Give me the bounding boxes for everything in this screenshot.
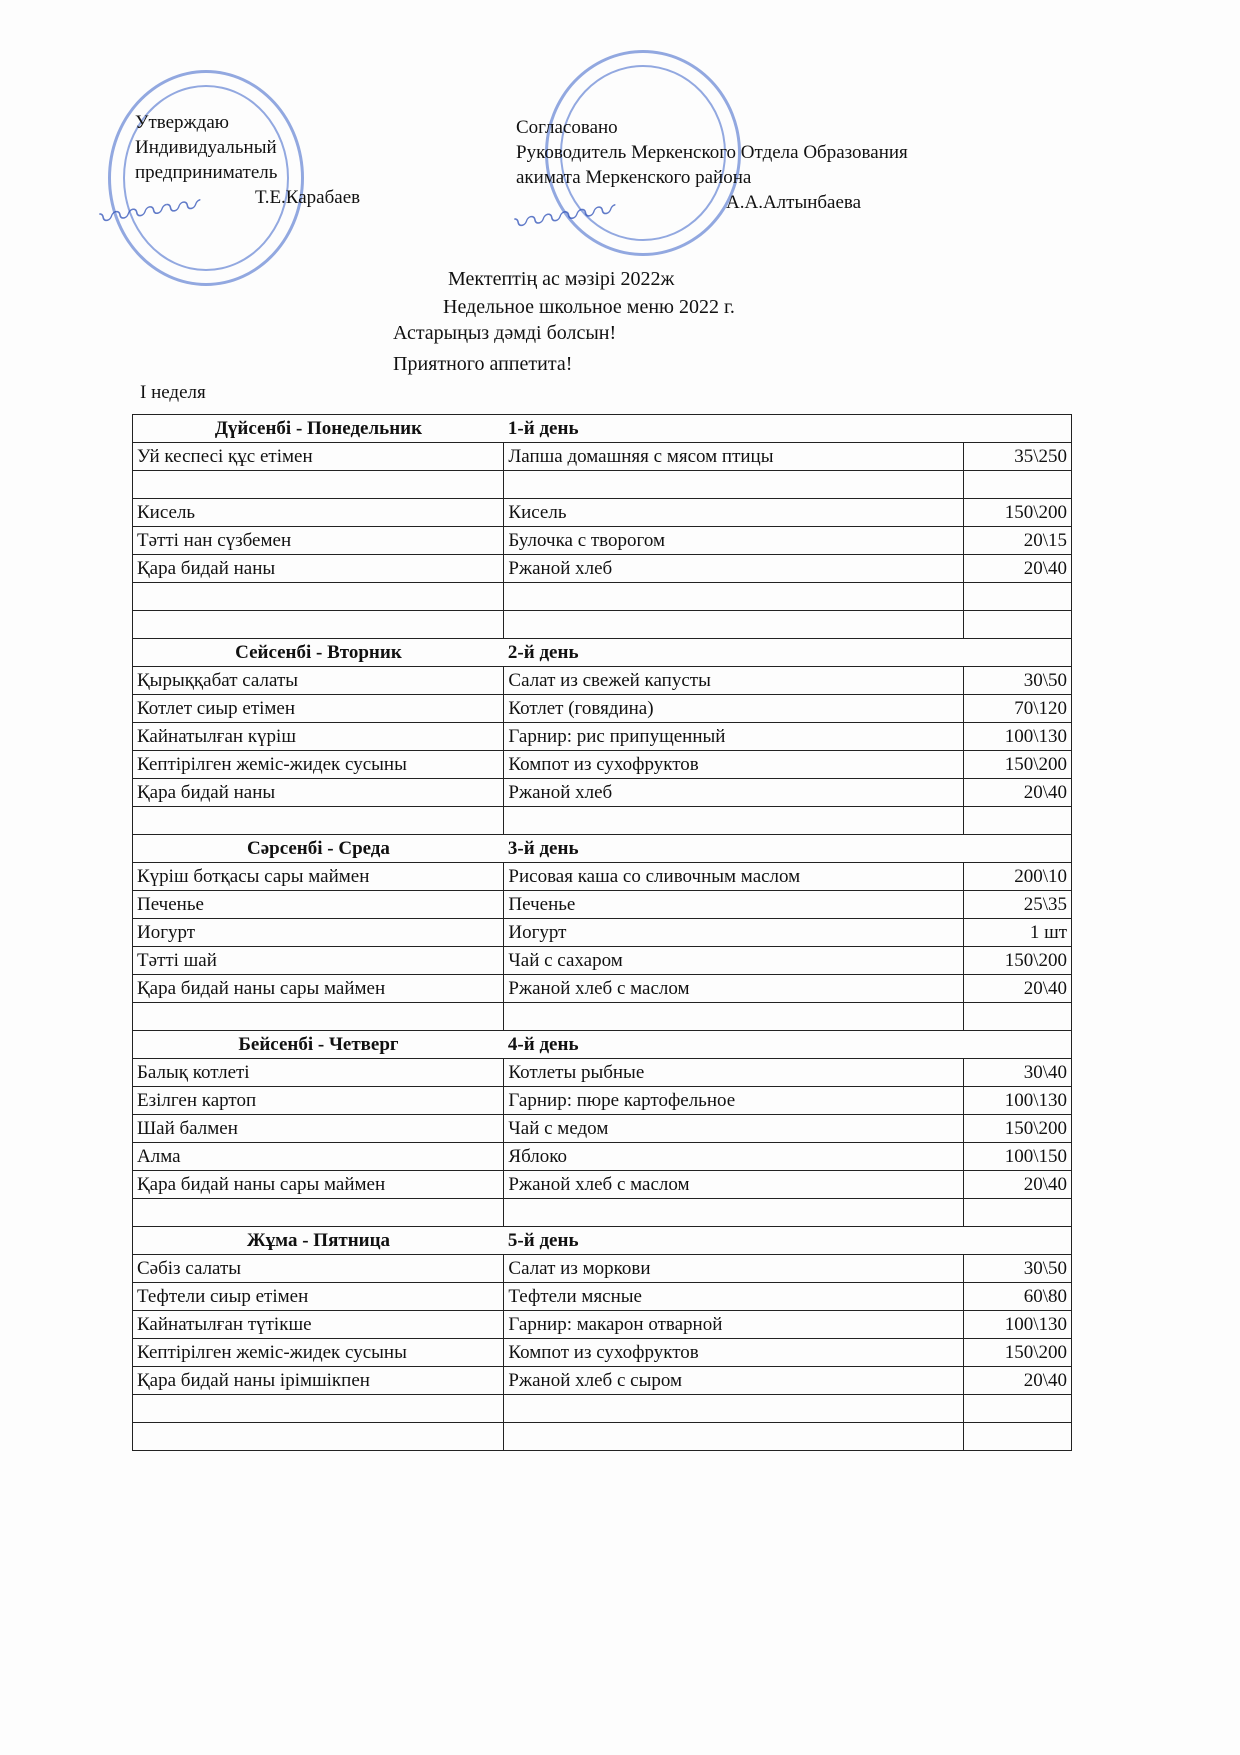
dish-kazakh: Езілген картоп (133, 1087, 504, 1115)
table-row (133, 1367, 1072, 1395)
dish-kazakh: Печенье (133, 891, 504, 919)
dish-kazakh: Алма (133, 1143, 504, 1171)
dish-kazakh (133, 807, 504, 835)
day-number: 5-й день (504, 1227, 1072, 1255)
approval-right-line2: Руководитель Меркенского Отдела Образования (516, 142, 908, 163)
table-row (133, 1003, 1072, 1031)
dish-kazakh: Қырыққабат салаты (133, 667, 504, 695)
portion-weight (964, 1199, 1072, 1227)
portion-weight: 30\50 (964, 1255, 1072, 1283)
dish-russian: Яблоко (504, 1143, 964, 1171)
dish-kazakh (133, 611, 504, 639)
dish-russian: Ржаной хлеб (504, 779, 964, 807)
dish-russian (504, 1003, 964, 1031)
day-header-row (133, 1031, 1072, 1059)
table-row (133, 1339, 1072, 1367)
dish-russian: Печенье (504, 891, 964, 919)
day-name: Дүйсенбі - Понедельник (133, 415, 504, 443)
portion-weight (964, 1423, 1072, 1451)
dish-russian (504, 807, 964, 835)
table-row (133, 807, 1072, 835)
dish-kazakh: Кептірілген жеміс-жидек сусыны (133, 751, 504, 779)
dish-kazakh: Қара бидай наны ірімшікпен (133, 1367, 504, 1395)
dish-kazakh: Котлет сиыр етімен (133, 695, 504, 723)
portion-weight: 20\40 (964, 1367, 1072, 1395)
table-row (133, 947, 1072, 975)
dish-kazakh: Қара бидай наны (133, 779, 504, 807)
dish-russian: Чай с медом (504, 1115, 964, 1143)
dish-russian (504, 1395, 964, 1423)
menu-table (132, 414, 1072, 1451)
portion-weight: 30\40 (964, 1059, 1072, 1087)
portion-weight: 20\40 (964, 975, 1072, 1003)
dish-kazakh: Кайнатылған түтікше (133, 1311, 504, 1339)
dish-kazakh: Иогурт (133, 919, 504, 947)
day-number: 3-й день (504, 835, 1072, 863)
dish-kazakh: Күріш ботқасы сары маймен (133, 863, 504, 891)
dish-kazakh: Балық котлеті (133, 1059, 504, 1087)
table-row (133, 1423, 1072, 1451)
dish-kazakh: Сәбіз салаты (133, 1255, 504, 1283)
dish-russian: Гарнир: пюре картофельное (504, 1087, 964, 1115)
portion-weight: 150\200 (964, 1115, 1072, 1143)
table-row (133, 891, 1072, 919)
dish-russian (504, 1423, 964, 1451)
dish-russian: Котлет (говядина) (504, 695, 964, 723)
dish-russian: Ржаной хлеб с сыром (504, 1367, 964, 1395)
day-header-row (133, 835, 1072, 863)
dish-kazakh (133, 583, 504, 611)
portion-weight (964, 1003, 1072, 1031)
dish-kazakh: Қара бидай наны сары маймен (133, 1171, 504, 1199)
table-row (133, 863, 1072, 891)
table-row (133, 975, 1072, 1003)
portion-weight: 1 шт (964, 919, 1072, 947)
portion-weight: 100\150 (964, 1143, 1072, 1171)
portion-weight: 100\130 (964, 1311, 1072, 1339)
portion-weight (964, 807, 1072, 835)
dish-russian: Ржаной хлеб (504, 555, 964, 583)
dish-russian: Компот из сухофруктов (504, 751, 964, 779)
portion-weight (964, 1395, 1072, 1423)
table-row (133, 779, 1072, 807)
portion-weight: 100\130 (964, 1087, 1072, 1115)
dish-russian (504, 611, 964, 639)
dish-russian: Иогурт (504, 919, 964, 947)
table-row (133, 1395, 1072, 1423)
dish-kazakh: Тәтті нан сүзбемен (133, 527, 504, 555)
table-row (133, 555, 1072, 583)
portion-weight: 150\200 (964, 947, 1072, 975)
approval-left-line3: предприниматель (135, 162, 278, 183)
day-number: 1-й день (504, 415, 1072, 443)
day-name: Сейсенбі - Вторник (133, 639, 504, 667)
wish-russian: Приятного аппетита! (393, 353, 573, 375)
table-row (133, 1283, 1072, 1311)
table-row (133, 527, 1072, 555)
portion-weight: 20\40 (964, 1171, 1072, 1199)
table-row (133, 667, 1072, 695)
portion-weight (964, 611, 1072, 639)
wish-kazakh: Астарыңыз дәмді болсын! (393, 322, 617, 344)
dish-kazakh: Шай балмен (133, 1115, 504, 1143)
dish-russian: Лапша домашняя с мясом птицы (504, 443, 964, 471)
portion-weight: 20\40 (964, 779, 1072, 807)
approval-left-line1: Утверждаю (135, 112, 229, 133)
dish-kazakh (133, 1395, 504, 1423)
portion-weight (964, 583, 1072, 611)
table-row (133, 443, 1072, 471)
dish-kazakh (133, 471, 504, 499)
table-row (133, 1171, 1072, 1199)
dish-russian: Компот из сухофруктов (504, 1339, 964, 1367)
day-header-row (133, 1227, 1072, 1255)
day-name: Сәрсенбі - Среда (133, 835, 504, 863)
title-russian: Недельное школьное меню 2022 г. (443, 296, 735, 318)
dish-kazakh: Тәтті шай (133, 947, 504, 975)
dish-russian: Рисовая каша со сливочным маслом (504, 863, 964, 891)
table-row (133, 1087, 1072, 1115)
portion-weight: 150\200 (964, 499, 1072, 527)
approval-right-line3: акимата Меркенского района (516, 167, 752, 188)
dish-kazakh: Тефтели сиыр етімен (133, 1283, 504, 1311)
portion-weight: 20\15 (964, 527, 1072, 555)
table-row (133, 611, 1072, 639)
table-row (133, 499, 1072, 527)
dish-kazakh: Кисель (133, 499, 504, 527)
signature-right: 〰〰〰 (508, 191, 615, 245)
table-row (133, 1115, 1072, 1143)
portion-weight: 60\80 (964, 1283, 1072, 1311)
day-number: 2-й день (504, 639, 1072, 667)
portion-weight: 100\130 (964, 723, 1072, 751)
portion-weight: 150\200 (964, 1339, 1072, 1367)
week-label: I неделя (140, 382, 206, 403)
table-row (133, 1311, 1072, 1339)
portion-weight: 70\120 (964, 695, 1072, 723)
day-header-row (133, 415, 1072, 443)
dish-russian: Ржаной хлеб с маслом (504, 1171, 964, 1199)
portion-weight: 30\50 (964, 667, 1072, 695)
dish-kazakh: Қара бидай наны сары маймен (133, 975, 504, 1003)
dish-russian: Кисель (504, 499, 964, 527)
table-row (133, 1199, 1072, 1227)
portion-weight: 150\200 (964, 751, 1072, 779)
dish-russian: Тефтели мясные (504, 1283, 964, 1311)
approval-left-line2: Индивидуальный (135, 137, 277, 158)
day-header-row (133, 639, 1072, 667)
approval-left-name: Т.Е.Карабаев (255, 187, 361, 208)
table-row (133, 471, 1072, 499)
dish-russian: Салат из моркови (504, 1255, 964, 1283)
portion-weight (964, 471, 1072, 499)
table-row (133, 583, 1072, 611)
dish-russian: Котлеты рыбные (504, 1059, 964, 1087)
dish-russian (504, 471, 964, 499)
dish-russian (504, 583, 964, 611)
portion-weight: 200\10 (964, 863, 1072, 891)
dish-russian: Гарнир: рис припущенный (504, 723, 964, 751)
dish-russian: Булочка с творогом (504, 527, 964, 555)
dish-russian: Ржаной хлеб с маслом (504, 975, 964, 1003)
dish-russian (504, 1199, 964, 1227)
table-row (133, 723, 1072, 751)
table-row (133, 1255, 1072, 1283)
table-row (133, 695, 1072, 723)
day-number: 4-й день (504, 1031, 1072, 1059)
dish-kazakh: Уй кеспесі құс етімен (133, 443, 504, 471)
dish-russian: Гарнир: макарон отварной (504, 1311, 964, 1339)
dish-kazakh: Қара бидай наны (133, 555, 504, 583)
table-row (133, 751, 1072, 779)
dish-kazakh (133, 1423, 504, 1451)
dish-kazakh (133, 1199, 504, 1227)
portion-weight: 25\35 (964, 891, 1072, 919)
dish-kazakh (133, 1003, 504, 1031)
approval-right-name: А.А.Алтынбаева (726, 192, 862, 213)
table-row (133, 1143, 1072, 1171)
table-row (133, 919, 1072, 947)
table-row (133, 1059, 1072, 1087)
title-kazakh: Мектептің ас мәзірі 2022ж (448, 268, 675, 290)
portion-weight: 35\250 (964, 443, 1072, 471)
dish-russian: Чай с сахаром (504, 947, 964, 975)
dish-russian: Салат из свежей капусты (504, 667, 964, 695)
dish-kazakh: Кайнатылған күріш (133, 723, 504, 751)
day-name: Бейсенбі - Четверг (133, 1031, 504, 1059)
dish-kazakh: Кептірілген жеміс-жидек сусыны (133, 1339, 504, 1367)
approval-right-line1: Согласовано (516, 117, 618, 138)
day-name: Жұма - Пятница (133, 1227, 504, 1255)
signature-left: 〰〰〰 (93, 186, 200, 240)
portion-weight: 20\40 (964, 555, 1072, 583)
